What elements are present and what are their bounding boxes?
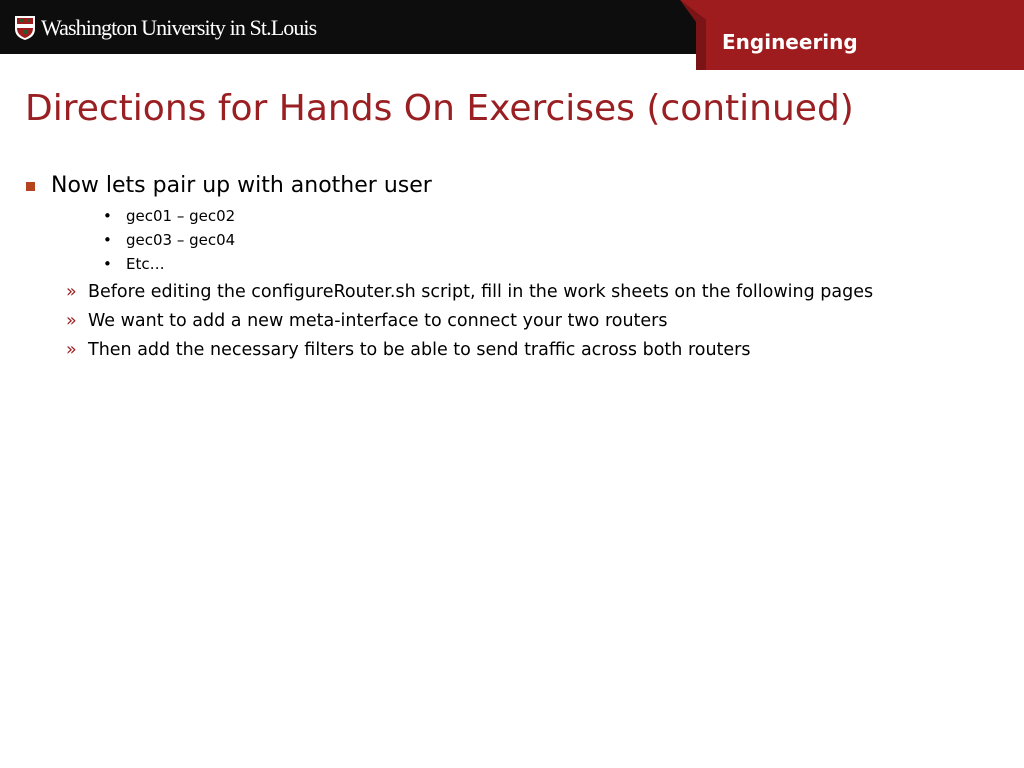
university-logo [14,14,316,42]
dot-bullet-icon: • [103,207,112,225]
header-bar [0,0,1024,70]
slide-title: Directions for Hands On Exercises (continued) [25,88,854,129]
school-label: Engineering [722,30,858,54]
dot-bullet-icon: • [103,255,112,273]
university-name: Washington University in St.Louis [41,15,317,40]
arrow-item-text: We want to add a new meta-interface to connect your two routers [88,311,668,331]
bullet-main-text: Now lets pair up with another user [51,173,432,198]
sub-item-text: gec01 – gec02 [126,207,236,225]
double-chevron-icon: » [66,340,77,360]
arrow-item-text: Then add the necessary filters to be able to send traffic across both routers [88,340,751,360]
square-bullet-icon [26,182,35,191]
sub-item-text: Etc… [126,255,165,273]
shield-icon [14,15,36,41]
sub-item-text: gec03 – gec04 [126,231,236,249]
double-chevron-icon: » [66,282,77,302]
dot-bullet-icon: • [103,231,112,249]
arrow-item-text: Before editing the configureRouter.sh script, fill in the work sheets on the following pages [88,282,874,302]
double-chevron-icon: » [66,311,77,331]
